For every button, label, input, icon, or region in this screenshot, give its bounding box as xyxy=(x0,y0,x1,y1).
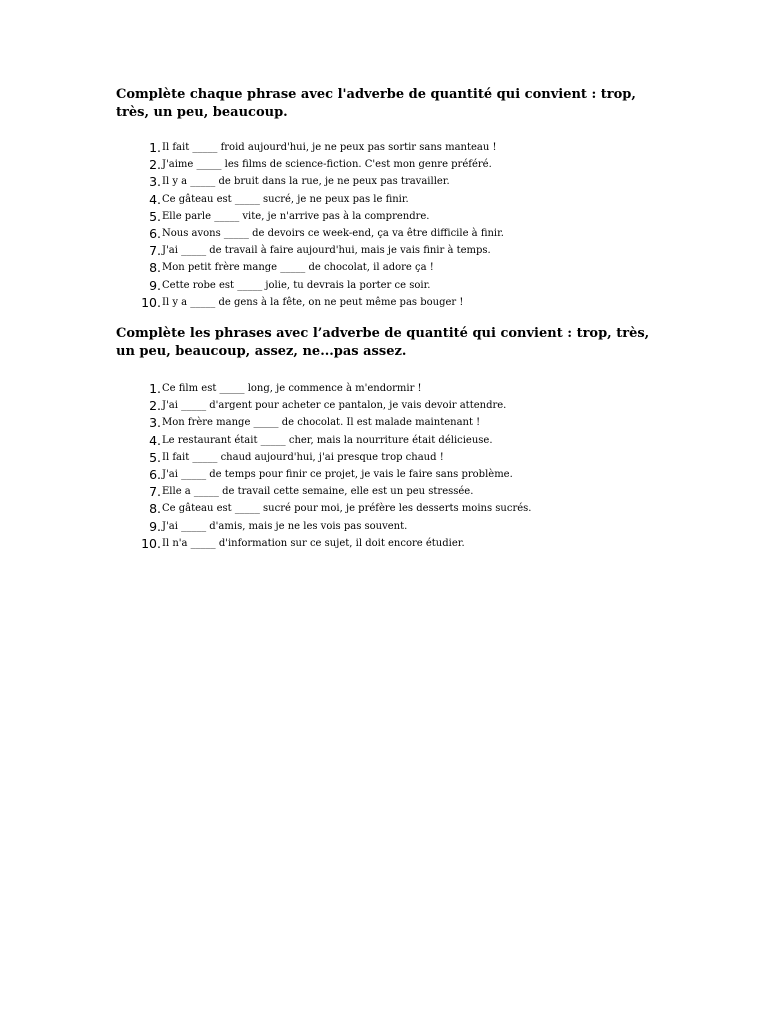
item-text: J'ai _____ de temps pour finir ce projet, je vais le faire sans problème. xyxy=(162,468,513,480)
list-item xyxy=(116,277,656,294)
list-item xyxy=(116,139,656,156)
exercise-1-instruction: Complète chaque phrase avec l'adverbe de quantité qui convient : trop, très, un peu, beaucoup. xyxy=(116,87,636,120)
list-item xyxy=(116,294,656,311)
list-item xyxy=(116,518,656,535)
item-number: 8. xyxy=(149,501,161,517)
item-number: 9. xyxy=(149,518,161,534)
item-text: J'aime _____ les films de science-fiction. C'est mon genre préféré. xyxy=(162,159,492,171)
item-number: 9. xyxy=(149,277,161,293)
item-number: 4. xyxy=(149,432,161,448)
item-text: Mon frère mange _____ de chocolat. Il est malade maintenant ! xyxy=(162,417,481,429)
item-number: 3. xyxy=(149,174,161,190)
exercise-2-list xyxy=(116,380,656,552)
list-item xyxy=(116,173,656,190)
list-item xyxy=(116,156,656,173)
item-text: Il y a _____ de bruit dans la rue, je ne peux pas travailler. xyxy=(162,176,450,188)
list-item xyxy=(116,449,656,466)
item-number: 2. xyxy=(149,398,161,414)
item-text: J'ai _____ de travail à faire aujourd'hui, mais je vais finir à temps. xyxy=(162,245,491,257)
exercise-2 xyxy=(116,325,656,552)
item-number: 8. xyxy=(149,260,161,276)
list-item xyxy=(116,414,656,431)
item-text: Il n'a _____ d'information sur ce sujet, il doit encore étudier. xyxy=(162,537,465,549)
item-text: J'ai _____ d'argent pour acheter ce pantalon, je vais devoir attendre. xyxy=(162,400,507,412)
list-item xyxy=(116,225,656,242)
item-text: Ce gâteau est _____ sucré pour moi, je préfère les desserts moins sucrés. xyxy=(162,503,532,515)
item-number: 7. xyxy=(149,243,161,259)
list-item xyxy=(116,208,656,225)
item-number: 1. xyxy=(149,381,161,396)
item-number: 4. xyxy=(149,191,161,207)
item-text: Le restaurant était _____ cher, mais la nourriture était délicieuse. xyxy=(162,434,493,446)
item-text: Il fait _____ chaud aujourd'hui, j'ai presque trop chaud ! xyxy=(162,451,444,463)
list-item xyxy=(116,380,656,397)
item-text: Elle parle _____ vite, je n'arrive pas à la comprendre. xyxy=(162,210,430,222)
item-text: Cette robe est _____ jolie, tu devrais la porter ce soir. xyxy=(162,279,431,291)
item-text: Elle a _____ de travail cette semaine, elle est un peu stressée. xyxy=(162,486,474,498)
item-number: 5. xyxy=(149,449,161,465)
item-number: 6. xyxy=(149,225,161,241)
list-item xyxy=(116,483,656,500)
item-number: 1. xyxy=(149,140,161,155)
exercise-1 xyxy=(116,86,656,311)
list-item xyxy=(116,500,656,517)
item-text: Mon petit frère mange _____ de chocolat, il adore ça ! xyxy=(162,262,434,274)
item-text: J'ai _____ d'amis, mais je ne les vois pas souvent. xyxy=(162,520,408,532)
list-item xyxy=(116,466,656,483)
item-number: 3. xyxy=(149,415,161,431)
item-number: 5. xyxy=(149,208,161,224)
list-item xyxy=(116,397,656,414)
item-text: Ce gâteau est _____ sucré, je ne peux pas le finir. xyxy=(162,193,409,205)
item-number: 6. xyxy=(149,466,161,482)
item-text: Nous avons _____ de devoirs ce week-end, ça va être difficile à finir. xyxy=(162,227,504,239)
item-number: 10. xyxy=(141,294,161,310)
item-text: Ce film est _____ long, je commence à m'endormir ! xyxy=(162,383,422,394)
item-number: 10. xyxy=(141,535,161,551)
item-number: 2. xyxy=(149,157,161,173)
exercise-2-instruction: Complète les phrases avec l’adverbe de quantité qui convient : trop, très, un peu, beaucoup, assez, ne...pas assez. xyxy=(116,326,650,359)
list-item xyxy=(116,535,656,552)
item-text: Il y a _____ de gens à la fête, on ne peut même pas bouger ! xyxy=(162,296,464,308)
list-item xyxy=(116,432,656,449)
item-text: Il fait _____ froid aujourd'hui, je ne peux pas sortir sans manteau ! xyxy=(162,142,497,153)
list-item xyxy=(116,191,656,208)
exercise-1-list xyxy=(116,139,656,311)
list-item xyxy=(116,242,656,259)
list-item xyxy=(116,259,656,276)
item-number: 7. xyxy=(149,484,161,500)
